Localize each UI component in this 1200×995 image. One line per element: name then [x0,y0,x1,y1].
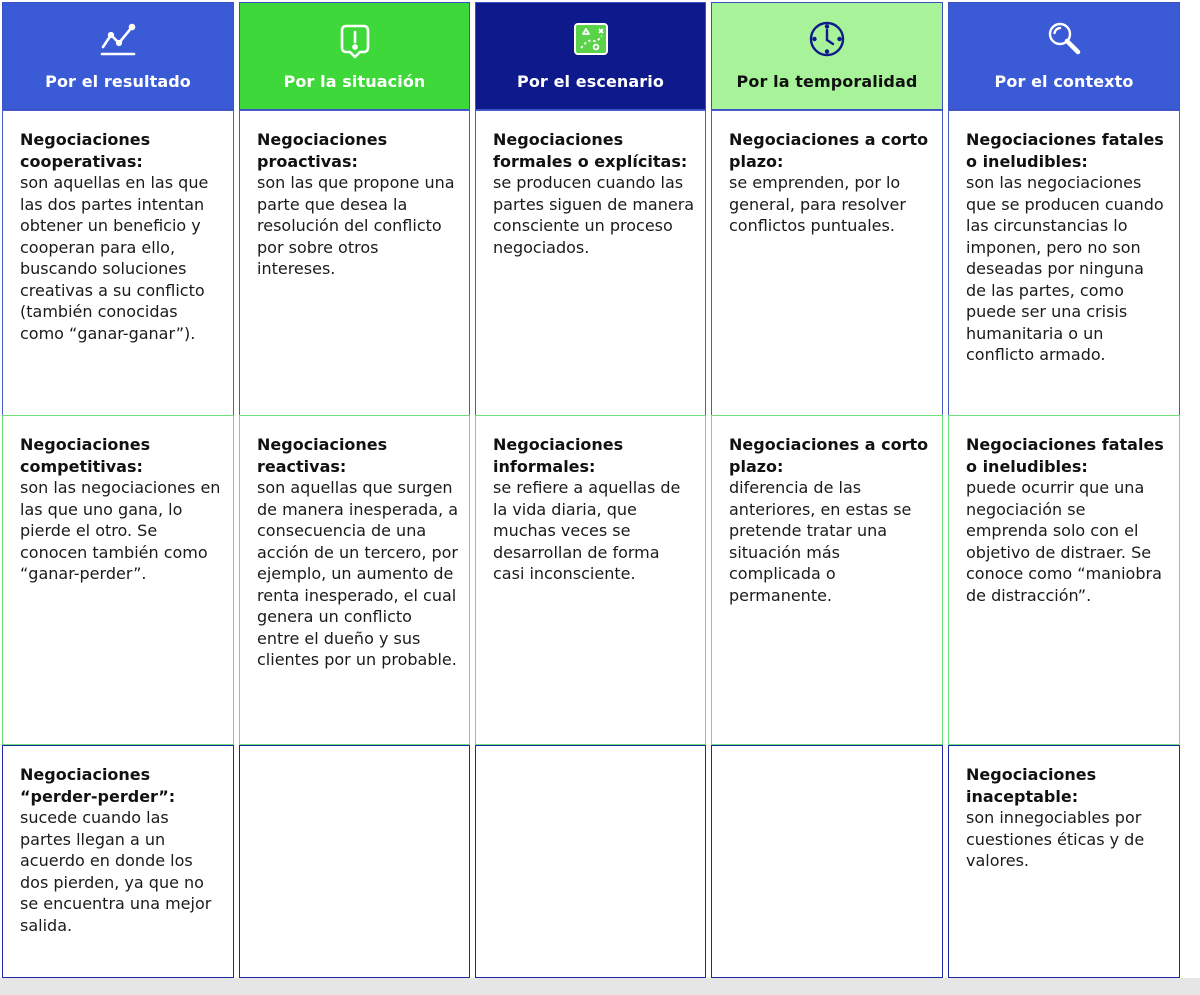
table-cell [239,415,470,745]
magnifier-icon [1042,17,1086,61]
cell-term: Negociaciones reactivas: [257,435,388,476]
cell-definition: son innegociables por cuestiones éticas y de valores. [966,808,1145,870]
table-cell [948,110,1180,416]
table-cell [2,415,234,745]
table-cell [2,110,234,416]
table-cell [475,110,706,416]
column-por-la-temporalidad [711,2,943,110]
cell-term: Negociaciones competitivas: [20,435,151,476]
cell-term: Negociaciones inaceptable: [966,765,1097,806]
cell-term: Negociaciones cooperativas: [20,130,151,171]
cell-definition: sucede cuando las partes llegan a un acuerdo en donde los dos pierden, ya que no se encuentra una mejor salida. [20,808,212,935]
table-cell [711,745,943,978]
column-header [711,2,943,110]
column-title: Por la situación [283,72,426,91]
column-title: Por el contexto [994,72,1134,91]
column-title: Por el escenario [517,72,664,91]
cell-definition: son las que propone una parte que desea la resolución del conflicto por sobre otros intereses. [257,173,455,278]
column-header [948,2,1180,110]
cell-definition: son aquellas en las que las dos partes intentan obtener un beneficio y cooperan para ello, buscando soluciones creativas a su conflicto (también conocidas como “ganar-ganar”). [20,173,209,343]
column-header [475,2,706,110]
table-cell [711,415,943,745]
cell-definition: diferencia de las anteriores, en estas se pretende tratar una situación más complicada o permanente. [729,478,912,605]
table-cell [475,415,706,745]
cell-term: Negociaciones formales o explícitas: [493,130,688,171]
table-cell [948,745,1180,978]
column-header [239,2,470,110]
cell-term: Negociaciones fatales o ineludibles: [966,130,1164,171]
table-cell [2,745,234,978]
line-chart-icon [96,17,140,61]
cell-term: Negociaciones informales: [493,435,624,476]
alert-icon [333,17,377,61]
cell-definition: son las negociaciones en las que uno gana, lo pierde el otro. Se conocen también como “ganar-perder”. [20,478,221,583]
column-por-el-contexto [948,2,1180,110]
map-route-icon [569,17,613,61]
column-title: Por la temporalidad [736,72,918,91]
cell-definition: se refiere a aquellas de la vida diaria, que muchas veces se desarrollan de forma casi inconsciente. [493,478,681,583]
column-por-el-resultado [2,2,234,110]
table-cell [239,110,470,416]
table-cell [475,745,706,978]
table-cell [948,415,1180,745]
clock-icon [805,17,849,61]
cell-term: Negociaciones “perder-perder”: [20,765,176,806]
cell-term: Negociaciones fatales o ineludibles: [966,435,1164,476]
cell-definition: se emprenden, por lo general, para resolver conflictos puntuales. [729,173,906,235]
column-por-el-escenario [475,2,706,110]
table-cell [239,745,470,978]
cell-definition: puede ocurrir que una negociación se emprenda solo con el objetivo de distraer. Se conoce como “maniobra de distracción”. [966,478,1162,605]
cell-term: Negociaciones proactivas: [257,130,388,171]
table-cell [711,110,943,416]
cell-definition: son aquellas que surgen de manera inesperada, a consecuencia de una acción de un tercero, por ejemplo, un aumento de renta inesperado, el cual genera un conflicto entre el dueño y sus clientes por un probable. [257,478,459,669]
bottom-band [0,978,1200,995]
cell-definition: son las negociaciones que se producen cuando las circunstancias lo imponen, pero no son deseadas por ninguna de las partes, como puede ser una crisis humanitaria o un conflicto armado. [966,173,1164,364]
cell-term: Negociaciones a corto plazo: [729,435,929,476]
column-por-la-situacion [239,2,470,110]
cell-definition: se producen cuando las partes siguen de manera consciente un proceso negociados. [493,173,695,257]
column-title: Por el resultado [45,72,191,91]
cell-term: Negociaciones a corto plazo: [729,130,929,171]
column-header [2,2,234,110]
